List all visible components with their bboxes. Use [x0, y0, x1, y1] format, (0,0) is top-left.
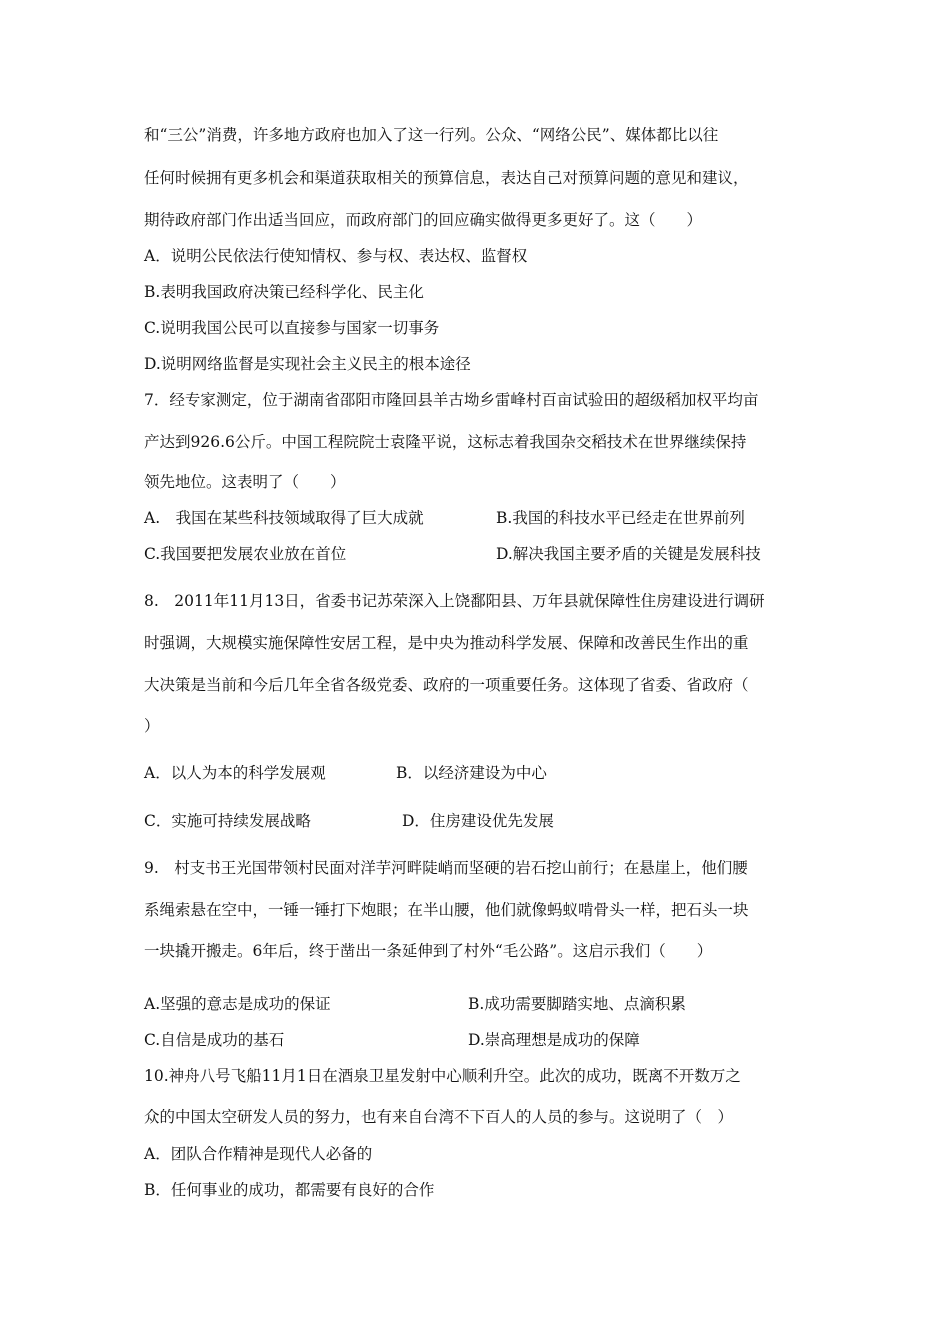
q7-line-1: 7．经专家测定，位于湖南省邵阳市隆回县羊古坳乡雷峰村百亩试验田的超级稻加权平均亩	[144, 391, 759, 409]
q6-line-1: 和“三公”消费，许多地方政府也加入了这一行列。公众、“网络公民”、媒体都比以往	[144, 126, 719, 144]
q6-option-b: B.表明我国政府决策已经科学化、民主化	[144, 283, 424, 301]
q9-option-d: D.崇高理想是成功的保障	[468, 1031, 640, 1049]
q10-line-2: 众的中国太空研发人员的努力，也有来自台湾不下百人的人员的参与。这说明了（ ）	[144, 1108, 734, 1126]
q10-option-a: A．团队合作精神是现代人必备的	[144, 1145, 373, 1163]
q8-line-1: 8. 2011年11月13日，省委书记苏荣深入上饶鄱阳县、万年县就保障性住房建设进行调研	[144, 592, 765, 610]
q9-option-b: B.成功需要脚踏实地、点滴积累	[468, 995, 686, 1013]
q8-option-c: C．实施可持续发展战略	[144, 812, 311, 830]
q8-option-a: A．以人为本的科学发展观	[144, 764, 326, 782]
q6-option-c: C.说明我国公民可以直接参与国家一切事务	[144, 319, 440, 337]
q8-option-b: B．以经济建设为中心	[396, 764, 547, 782]
q7-option-d: D.解决我国主要矛盾的关键是发展科技	[496, 545, 761, 563]
q8-line-4: ）	[144, 717, 160, 735]
q10-line-1: 10.神舟八号飞船11月1日在酒泉卫星发射中心顺利升空。此次的成功，既离不开数万之	[144, 1067, 741, 1085]
q6-line-3: 期待政府部门作出适当回应，而政府部门的回应确实做得更多更好了。这（ ）	[144, 211, 703, 229]
q8-option-d: D．住房建设优先发展	[402, 812, 554, 830]
q6-option-a: A．说明公民依法行使知情权、参与权、表达权、监督权	[144, 247, 528, 265]
q6-option-d: D.说明网络监督是实现社会主义民主的根本途径	[144, 355, 471, 373]
q9-option-a: A.坚强的意志是成功的保证	[144, 995, 331, 1013]
q7-option-a: A. 我国在某些科技领域取得了巨大成就	[144, 509, 424, 527]
q8-line-2: 时强调，大规模实施保障性安居工程，是中央为推动科学发展、保障和改善民生作出的重	[144, 634, 749, 652]
q9-option-c: C.自信是成功的基石	[144, 1031, 285, 1049]
q6-line-2: 任何时候拥有更多机会和渠道获取相关的预算信息，表达自己对预算问题的意见和建议，	[144, 169, 749, 187]
q8-line-3: 大决策是当前和今后几年全省各级党委、政府的一项重要任务。这体现了省委、省政府（	[144, 676, 749, 694]
q7-line-2: 产达到926.6公斤。中国工程院院士袁隆平说，这标志着我国杂交稻技术在世界继续保持	[144, 433, 747, 451]
q9-line-3: 一块撬开搬走。6年后，终于凿出一条延伸到了村外“毛公路”。这启示我们（ ）	[144, 942, 713, 960]
q7-option-c: C.我国要把发展农业放在首位	[144, 545, 347, 563]
q9-line-1: 9. 村支书王光国带领村民面对洋芋河畔陡峭而坚硬的岩石挖山前行；在悬崖上，他们腰	[144, 859, 748, 877]
q9-line-2: 系绳索悬在空中，一锤一锤打下炮眼；在半山腰，他们就像蚂蚁啃骨头一样，把石头一块	[144, 901, 749, 919]
q10-option-b: B．任何事业的成功，都需要有良好的合作	[144, 1181, 435, 1199]
q7-line-3: 领先地位。这表明了（ ）	[144, 473, 346, 491]
q7-option-b: B.我国的科技水平已经走在世界前列	[496, 509, 745, 527]
